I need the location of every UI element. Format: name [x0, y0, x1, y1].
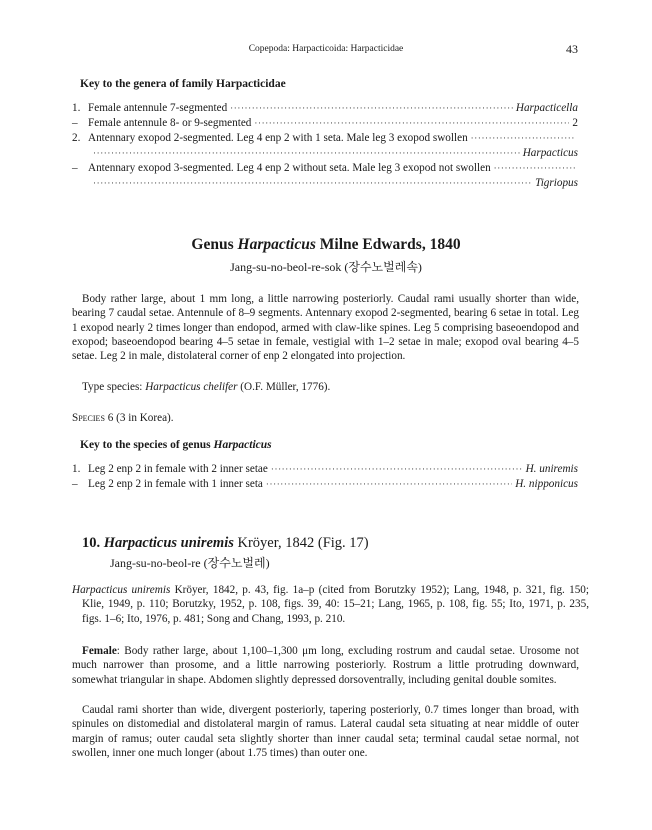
species-korean-name: Jang-su-no-beol-re (장수노벌레): [110, 556, 270, 570]
key-row: – Female antennule 8- or 9-segmented ····· 2: [72, 116, 578, 130]
dot-leader: [93, 176, 532, 190]
genus-description: Body rather large, about 1 mm long, a little narrowing posteriorly. Caudal rami usually shorter than wide, bearing 7 caudal setae. Antennule of 8–9 segments. Antennary exopod 2-segmented, bearing 6 setae in total. Leg 1 exopod nearly 2 times longer than endopod, armed with claw-like spines. Leg 5 comprising baseoendopod and exopod; baseoendopod bearing 4–5 setae in female, vestigial with 1–2 setae in male; exopod oval bearing 4–5 setae. Leg 2 in male, distolateral corner of enp 2 elongated into projection.: [72, 293, 579, 363]
dot-leader: [494, 161, 575, 175]
genus-korean-name: Jang-su-no-beol-re-sok (장수노벌레속): [230, 260, 422, 274]
dot-leader: [271, 462, 523, 476]
genera-key-heading: Key to the genera of family Harpacticidae: [80, 78, 286, 90]
type-species: Type species: Harpacticus chelifer (O.F. Müller, 1776).: [82, 381, 331, 393]
synonymy: Harpacticus uniremis Kröyer, 1842, p. 43, fig. 1a–p (cited from Borutzky 1952); Lang, 1948, p. 321, fig. 150; Klie, 1949, p. 110; Borutzky, 1952, p. 108, figs. 39, 40: 15–21; Lang, 1965, p. 108, fig. 55; Ito, 1971, p. 235, figs. 1–6; Ito, 1976, p. 481; Song and Chang, 1993, p. 210.: [72, 584, 589, 625]
key-row: 2. Antennary exopod 2-segmented. Leg 4 enp 2 with 1 seta. Male leg 3 exopod swollen ·····: [72, 131, 578, 145]
dot-leader: [471, 131, 575, 145]
caudal-rami-description: Caudal rami shorter than wide, divergent posteriorly, tapering posteriorly, 0.7 times longer than broad, with spinules on distomedial and distolateral margin of ramus. Lateral caudal seta situating at near middle of outer margin of ramus; outer caudal seta slightly shorter than inner caudal seta; terminal caudal setae normal, not swollen, inner one much longer (about 1.75 times) than outer one.: [72, 704, 579, 759]
key-row: – Antennary exopod 3-segmented. Leg 4 enp 2 without seta. Male leg 3 exopod not swollen ·····: [72, 161, 578, 175]
dot-leader: [254, 116, 569, 130]
running-title: Copepoda: Harpacticoida: Harpacticidae: [248, 44, 404, 54]
species-title: 10. Harpacticus uniremis Kröyer, 1842 (Fig. 17): [82, 535, 369, 551]
dot-leader: [266, 477, 512, 491]
female-description: Female: Body rather large, about 1,100–1,300 μm long, excluding rostrum and caudal setae. Urosome not much narrower than prosome, and a little narrowing posteriorly. Rostrum a little protruding downward, somewhat triangular in shape. Abdomen slightly depressed dorsoventrally, including genital double somites.: [72, 645, 579, 686]
page-number: 43: [566, 42, 578, 56]
genus-title: Genus Harpacticus Milne Edwards, 1840: [191, 236, 461, 253]
key-row-continuation: ····· Tigriopus: [90, 176, 578, 190]
key-row: 1. Leg 2 enp 2 in female with 2 inner setae ····· H. uniremis: [72, 462, 578, 476]
species-count: Species 6 (3 in Korea).: [72, 412, 174, 424]
key-row: – Leg 2 enp 2 in female with 1 inner seta ····· H. nipponicus: [72, 477, 578, 491]
dot-leader: [93, 146, 520, 160]
species-key-heading: Key to the species of genus Harpacticus: [80, 439, 272, 451]
key-row-continuation: ····· Harpacticus: [90, 146, 578, 160]
key-row: 1. Female antennule 7-segmented ····· Harpacticella: [72, 101, 578, 115]
dot-leader: [230, 101, 513, 115]
